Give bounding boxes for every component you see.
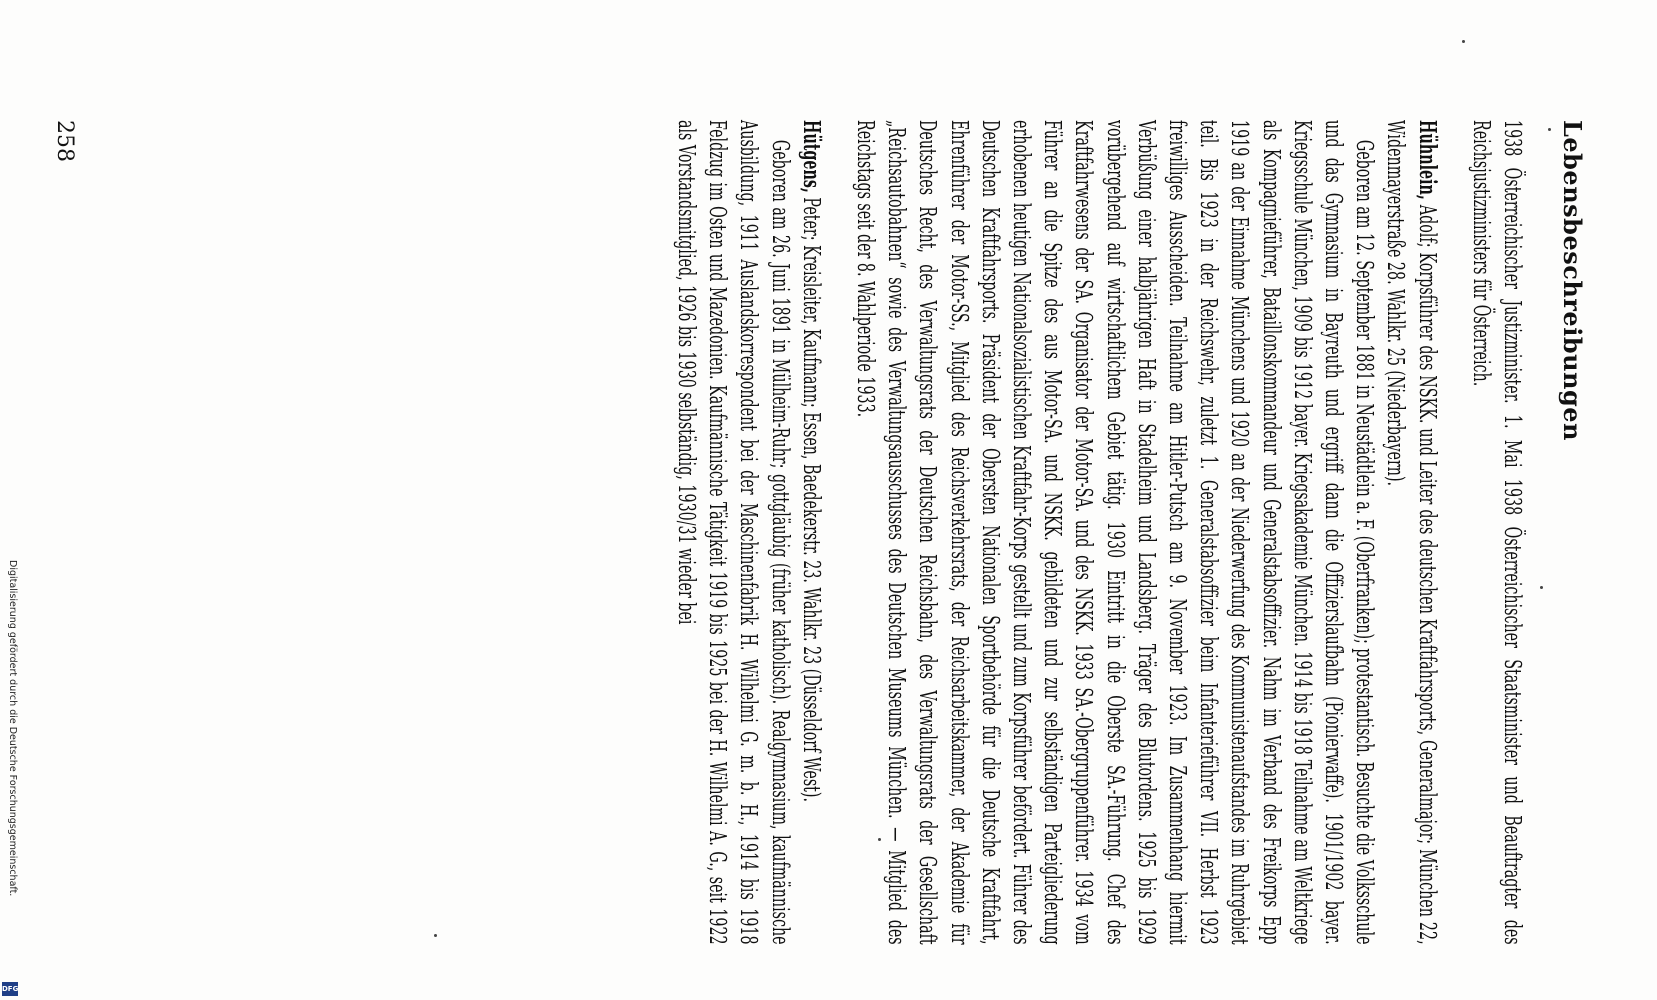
scan-speck (1462, 40, 1465, 43)
paragraph-text: 1938 Österreichischer Justizminister. 1. Mai 1938 Österreichischer Staatsminister und Beauftragter des Reichsjustizministers für Österreich. (1467, 120, 1525, 945)
scan-speck (1540, 586, 1543, 589)
scan-speck (434, 934, 437, 937)
dfg-logo-icon: DFG (2, 982, 18, 996)
person-name: Hütgens, (797, 120, 825, 193)
paragraph-text: Peter; Kreisleiter, Kaufmann; Essen, Baedekerstr. 23. Wahlkr. 23 (Düsseldorf West). (797, 192, 824, 802)
biography-entry-heading (795, 120, 827, 945)
scan-speck (878, 838, 881, 841)
paragraph-text: Geboren am 12. September 1881 in Neustädtlein a. F. (Oberfranken); protestantisch. Besuchte die Volksschule und das Gymnasium in Bayreuth und ergriff dann die Offizierslaufbahn (Pionierwaffe). 1901/1902 bayer. Kriegsschule München, 1909 bis 1912 bayer. Kriegsakademie München. 1914 bis 1918 Teilnahme am Weltkriege als Kompagnieführer, Bataillonskommandeur und Generalstabsoffizier. Nahm im Verband des Freikorps Epp 1919 an der Einnahme Münchens und 1920 an der Niederwerfung des Kommunistenaufstandes im Ruhrgebiet teil. Bis 1923 in der Reichswehr, zuletzt 1. Generalstabsoffizier beim Infanterieführer VII. Herbst 1923 freiwilliges Ausscheiden. Teilnahme am Hitler-Putsch am 9. November 1923. Im Zusammenhang hiermit Verbüßung einer halbjährigen Haft in Stadelheim und Landsberg. Träger des Blutordens. 1925 bis 1929 vorübergehend auf wirtschaftlichem Gebiet tätig. 1930 Eintritt in die Oberste SA.-Führung. Chef des Kraftfahrwesens der SA. Organisator der Motor-SA. und des NSKK. 1933 SA.-Obergruppenführer. 1934 vom Führer an die Spitze des aus Motor-SA. und NSKK. gebildeten und zur selbständigen Parteigliederung erhobenen heutigen Nationalsozialistischen Kraftfahr-Korps gestellt und zum Korpsführer befördert. Führer des Deutschen Kraftfahrsports. Präsident der Obersten Nationalen Sportbehörde für die Deutsche Kraftfahrt, Ehrenführer der Motor-SS., Mitglied des Reichsverkehrsrats, der Reichsarbeitskammer, der Akademie für Deutsches Recht, des Verwaltungsrats der Deutschen Reichsbahn, des Verwaltungsrats der Gesellschaft „Reichsautobahnen“ sowie des Verwaltungsausschusses des Deutschen Museums München. — Mitglied des Reichstags seit der 8. Wahlperiode 1933. (851, 120, 1378, 945)
biography-entry-heading (1379, 120, 1442, 945)
paragraph-text: Adolf; Korpsführer des NSKK. und Leiter des deutschen Kraftfahrsports, Generalmajor; München 22, Widenmayerstraße 28. Wahlkr. 25 (Niederbayern). (1382, 120, 1440, 945)
person-name: Hühnlein, (1413, 120, 1441, 200)
paragraph-text: Geboren am 26. Juni 1891 in Mülheim-Ruhr; gottgläubig (früher katholisch). Realgymnasium, kaufmännische Ausbildung, 1911 Auslandskorrespondent bei der Maschinenfabrik H. Wilhelmi G. m. b. H., 1914 bis 1918 Feldzug im Osten und Mazedonien. Kaufmännische Tätigkeit 1919 bis 1925 bei der H. Wilhelmi A. G., seit 1922 als Vorstandsmitglied, 1926 bis 1930 selbständig, 1930/31 wieder bei (672, 120, 793, 945)
paragraph (1465, 120, 1527, 945)
paragraph (849, 120, 1379, 945)
page-number: 258 (52, 120, 77, 162)
digitization-note: Digitalisierung gefördert durch die Deutsche Forschungsgemeinschaft. (7, 560, 18, 897)
running-header: Lebensbeschreibungen (1558, 120, 1587, 441)
body-text (670, 120, 1527, 945)
scan-speck (1548, 128, 1551, 131)
paragraph (670, 120, 795, 945)
